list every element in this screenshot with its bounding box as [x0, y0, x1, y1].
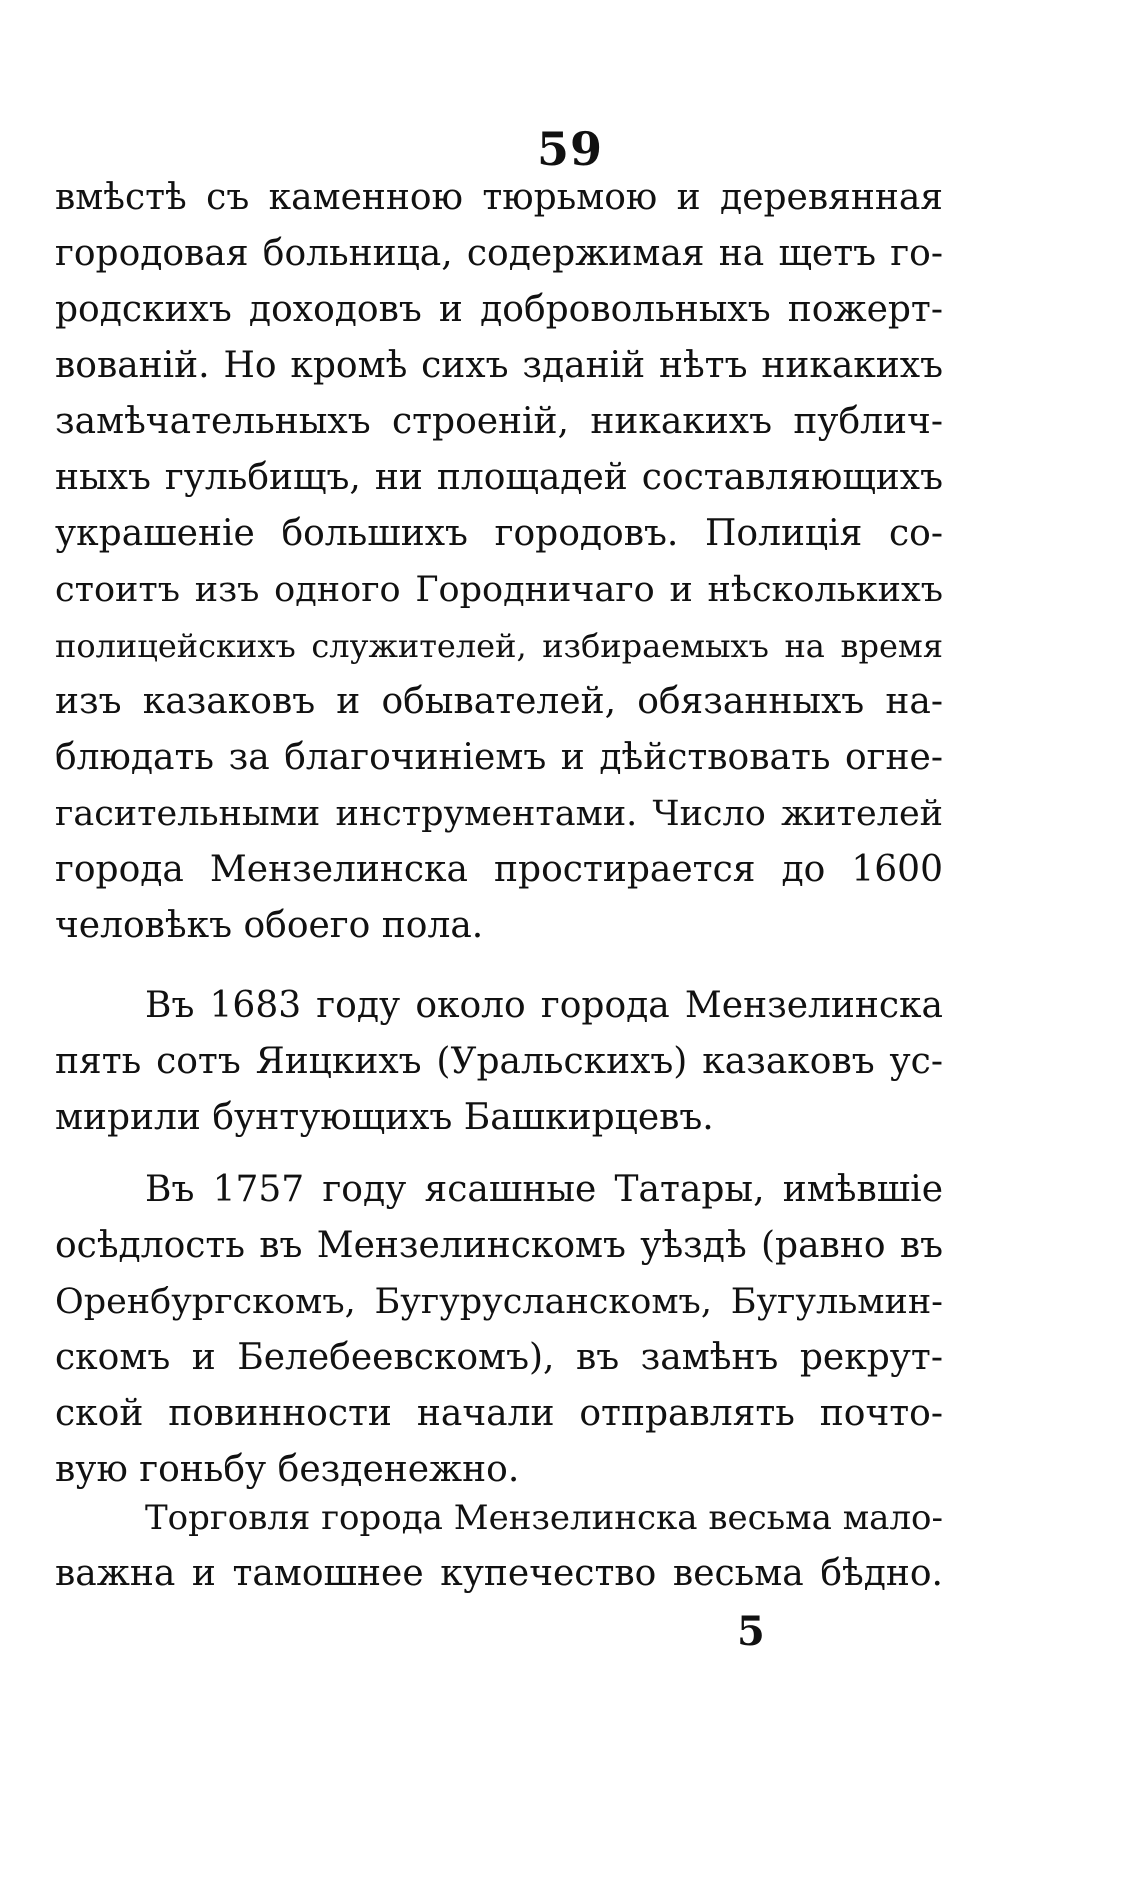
text-line: родскихъ доходовъ и добровольныхъ пожерт- [55, 289, 943, 330]
text-line: скомъ и Белебеевскомъ), въ замѣнъ рекрут- [55, 1337, 943, 1378]
text-line: гасительными инструментами. Число жителей [55, 794, 943, 834]
text-line: важна и тамошнее купечество весьма бѣдно. [55, 1553, 943, 1594]
text-line: Въ 1757 году ясашные Татары, имѣвшіе [145, 1169, 943, 1210]
text-line: Торговля города Мензелинска весьма мало- [145, 1498, 943, 1538]
text-line: города Мензелинска простирается до 1600 [55, 849, 943, 890]
text-line: вую гоньбу безденежно. [55, 1449, 520, 1490]
paragraph-4 [55, 1490, 943, 1602]
text-line: Въ 1683 году около города Мензелинска [145, 985, 943, 1026]
text-line: ской повинности начали отправлять почто- [55, 1393, 943, 1434]
text-line: Оренбургскомъ, Бугурусланскомъ, Бугульмин- [55, 1282, 943, 1322]
text-line: ныхъ гульбищъ, ни площадей составляющихъ [55, 457, 943, 498]
text-line: вованій. Но кромѣ сихъ зданій нѣтъ никакихъ [55, 345, 943, 386]
text-line: полицейскихъ служителей, избираемыхъ на время [55, 627, 943, 665]
text-line: мирили бунтующихъ Башкирцевъ. [55, 1097, 714, 1138]
text-line: украшеніе большихъ городовъ. Полиція со- [55, 513, 943, 554]
page-number: 59 [536, 122, 603, 176]
text-line: вмѣстѣ съ каменною тюрьмою и деревянная [55, 177, 943, 218]
text-line: городовая больница, содержимая на щетъ го- [55, 233, 943, 274]
text-line: изъ казаковъ и обывателей, обязанныхъ на- [55, 681, 943, 722]
text-line: пять сотъ Яицкихъ (Уральскихъ) казаковъ ус- [55, 1041, 943, 1082]
paragraph-3 [55, 1162, 943, 1498]
paragraph-1 [55, 170, 943, 954]
text-line: человѣкъ обоего пола. [55, 905, 484, 946]
text-line: осѣдлость въ Мензелинскомъ уѣздѣ (равно въ [55, 1225, 943, 1266]
text-line: замѣчательныхъ строеній, никакихъ публич- [55, 401, 943, 442]
signature-mark: 5 [737, 1608, 765, 1655]
text-line: блюдать за благочиніемъ и дѣйствовать огне- [55, 737, 943, 778]
paragraph-2 [55, 978, 943, 1146]
text-line: стоитъ изъ одного Городничаго и нѣсколькихъ [55, 570, 943, 610]
